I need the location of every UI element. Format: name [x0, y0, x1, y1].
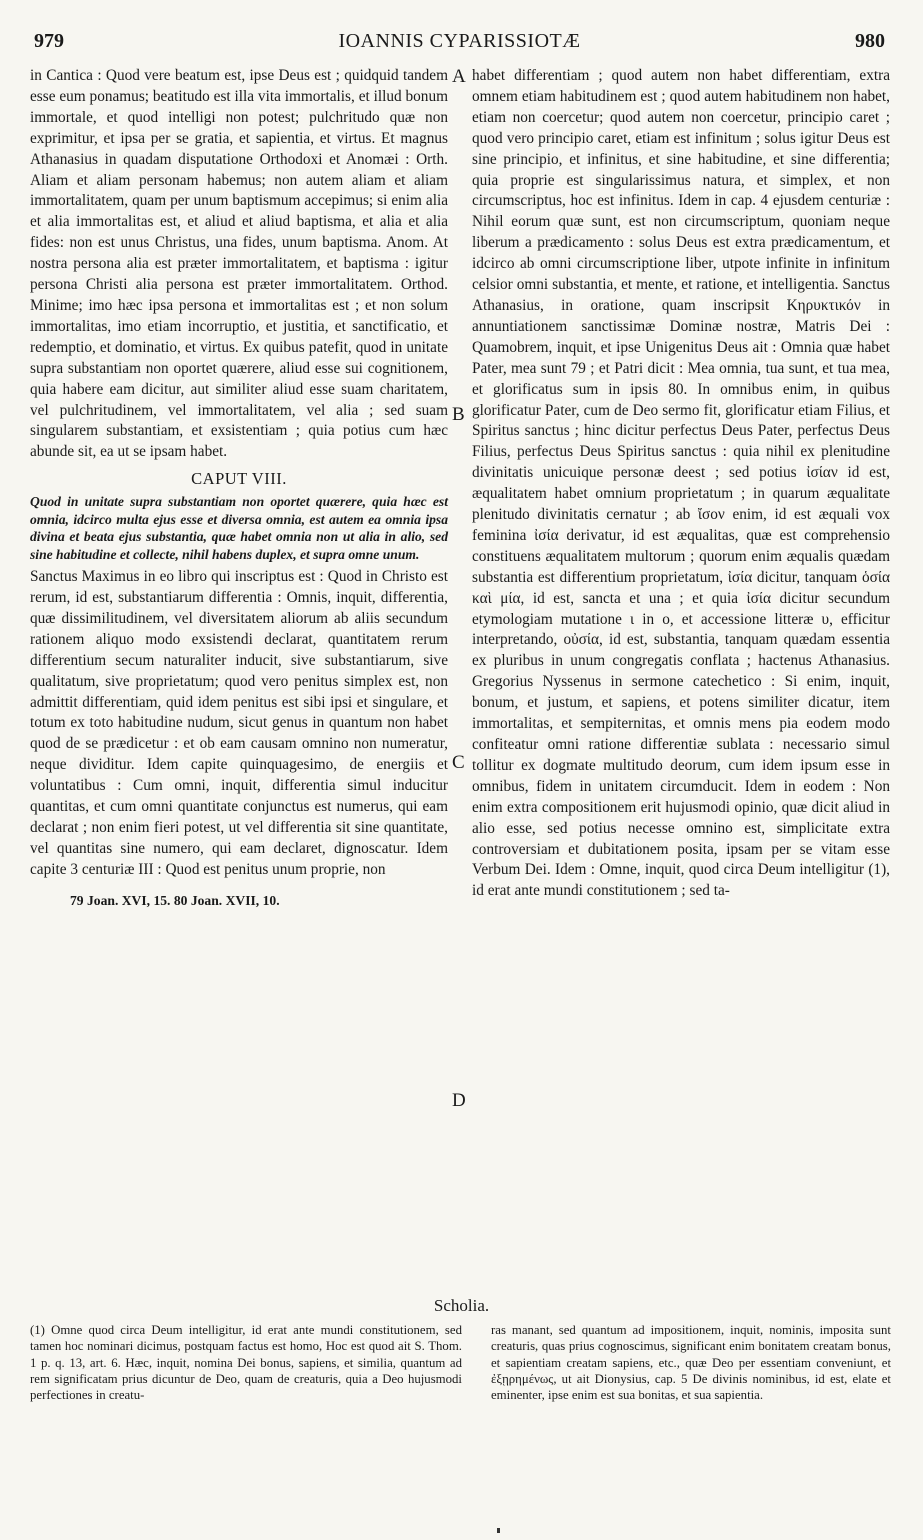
scholia-left-text: (1) Omne quod circa Deum intelligitur, id erat ante mundi constitutionem, sed tamen hoc nominari dicimus, postquam factus est homo, Hoc est quod ait S. Thom. 1 p. q. 13, art. 6. Hæc, inquit, nomina Dei bonus, sapiens, et similia, quantum ad rem significatam prius dicuntur de Deo, quam de creaturis, quia a Deo hujusmodi perfectiones in creatu- — [30, 1323, 462, 1403]
print-speck — [497, 1528, 500, 1533]
left-column — [30, 66, 448, 912]
left-paragraph-1: in Cantica : Quod vere beatum est, ipse Deus est ; quidquid tandem esse eum ponamus; beatitudo est illa vita immortalis, et illud bonum immortale, et quod intelligi non potest; pulchritudo quæ non exprimitur, et ipsa per se gratia, et sapientia, et virtus. Et magnus Athanasius in quadam disputatione Orthodoxi et Anomæi : Orth. Aliam et aliam personam habemus; non autem aliam et aliam immortalitatem, quam per unum baptismum accepimus; si enim alia et alia immortalitas est, et aliud et aliud baptisma, et alia et alia fides: non est unus Christus, una fides, unum baptisma. Anom. At nostra persona alia est præter immortalitatem, et baptisma : igitur persona Christi alia persona est præter immortalitatem. Orthod. Minime; imo hæc ipsa persona et immortalitas est ; et non solum immortalitas, imo etiam incorruptio, et justitia, et sanctificatio, et redemptio, et dominatio, et virtus. Ex quibus patefit, quod in unitate supra substantiam non oportet quærere, aliud esse sui cognitionem, quia habere eam dicitur, aut similiter aliud esse suam charitatem, vel pulchritudinem, vel immortalitatem, vel alia ; sed suam singularem substantiam, et exsistentiam ; quia potius cum hæc abunde sit, ea ut se ipsam habet. — [30, 67, 448, 461]
chapter-summary: Quod in unitate supra substantiam non oportet quærere, quia hæc est omnia, idcirco multa ejus esse et diversa omnia, est autem ea omnia ipsa divina et beata ejus substantia, quæ habet omnia non ut alia in alio, sed sine habitudine et collecte, nihil habens duplex, et supra omne unum. — [30, 494, 448, 562]
chapter-title: CAPUT VIII. — [191, 469, 287, 489]
scholia-right-column — [491, 1322, 891, 1403]
margin-marker-d: D — [452, 1090, 466, 1111]
margin-marker-a: A — [452, 66, 466, 87]
scholia-heading: Scholia. — [433, 1296, 490, 1315]
right-column — [472, 66, 890, 902]
right-paragraph-1: habet differentiam ; quod autem non habet differentiam, extra omnem etiam habitudinem est ; quod autem habitudinem non habet, etiam non coercetur; quod autem non coercetur, principio caret ; quod vero principio caret, etiam est infinitum ; solus igitur Deus est sine principio, et infinitus, et sine habitudine, et sine differentia; quia proprie est singularissimus natura, et simplex, et non circumscriptus, hoc est infinitus. Idem in cap. 4 ejusdem centuriæ : Nihil eorum quæ sunt, est non circumscriptum, quoniam neque liberum a prædicamento : solus Deus est extra prædicamentum, et idcirco ab omni circumscriptione liber, utpote infinite in infinitum celsior omni substantia, et mente, et ratione, et intelligentia. Sanctus Athanasius, in oratione, quam inscripsit Κηρυκτικόν in annuntiationem sanctissimæ Dominæ nostræ, Matris Dei : Quamobrem, inquit, et ipse Unigenitus Deus ait : Omnia quæ habet Pater, mea sunt 79 ; et Patri dicit : Mea omnia, tua sunt, et tua mea, et glorificatus sum in ipsis 80. In omnibus enim, in quibus glorificatur Pater, cum de Deo sermo fit, glorificatur etiam Filius, et Spiritus sanctus ; hinc dicitur perfectus Deus Pater, perfectus Deus Filius, perfectus Deus Spiritus sanctus : quia nihil ex plenitudine divinitatis unicuique personæ deest ; sed potius ἰσίαν id est, æqualitatem habet omnium proprietatum ; in quarum æqualitate plenitudo divinitatis cernatur ; ab ἴσον enim, id est æquali vox feminina ἰσία derivatur, id est æqualitas, quæ est comprehensio constituens æqualitatem multorum ; quorum enim æqualis quædam substantia est differentium proprietatum, ἰσία dicitur, tanquam ὁσία καὶ μία, id est, sancta et una ; et quia ἰσία dicitur secundum etymologiam mutatione ι in ο, et accessione litteræ υ, efficitur interpretando, οὐσία, id est, substantia, tanquam quædam essentia ex pluribus in unum congregatis conflata ; hactenus Athanasius. Gregorius Nyssenus in sermone catechetico : Si enim, inquit, bonum, et justum, et sapiens, et potens similiter dicatur, item immortalitas, et sempiternitas, et omnis mens pia eodem modo confiteatur omni ratione differentiæ sublata : necessario simul tollitur ex dogmate multitudo deorum, cum idem ipsum esse in omnibus, fidem in unitatem circumducit. Idem in eodem : Non enim extra compositionem erit hujusmodi opinio, quæ dicit aliud in alio esse, sed potius necesse omnino est, simplicitate extra controversiam et dubitationem posita, ipsam per se vitam esse Verbum Dei. Idem : Omne, inquit, quod circa Deum intelligitur (1), id erat ante mundi constitutionem ; sed ta- — [472, 67, 890, 900]
right-page-number: 980 — [855, 30, 885, 52]
page-header — [34, 30, 885, 60]
margin-marker-b: B — [452, 404, 465, 425]
running-title: IOANNIS CYPARISSIOTÆ — [338, 30, 581, 52]
scholia-left-column — [30, 1322, 462, 1403]
footnote-references: 79 Joan. XVI, 15. 80 Joan. XVII, 10. — [70, 892, 280, 908]
margin-marker-c: C — [452, 752, 465, 773]
scholia-right-text: ras manant, sed quantum ad impositionem, inquit, nominis, imposita sunt creaturis, quas prius cognoscimus, significant enim bonitatem creatam bonus, et sapientiam creatam sapiens, etc., quæ Deo per essentiam conveniunt, et ἐξῃρημένως, ut ait Dionysius, cap. 5 De divinis nominibus, id est, elate et eminenter, ipse enim est sua bonitas, et sua sapientia. — [491, 1323, 891, 1403]
left-paragraph-2: Sanctus Maximus in eo libro qui inscriptus est : Quod in Christo est rerum, id est, substantiarum differentia : Omnis, inquit, differentia, quæ dissimilitudinem, vel diversitatem aliorum ab aliis secundum rationem aliquo modo exsistendi declarat, quantitatem rerum differentium secum naturaliter inducit, sive substantiarum, sive qualitatum, sive proprietatum; quod vero penitus simplex est, non admittit differentiam, quid idem penitus est sibi ipsi et singulare, et totum ex toto habitudine nudum, sicut genus in quantum non habet quod de se prædicetur : et ob eam causam omnino non numeratur, neque dividitur. Idem capite quinquagesimo, de energiis et voluntatibus : Cum omni, inquit, differentia simul inducitur quantitas, et cum omni quantitate conjunctus est numerus, qui eam declarat ; non enim fieri potest, ut vel differentia sit sine quantitate, vel quantitas sine numero, qui eam declaret, dignoscatur. Idem capite 3 centuriæ III : Quod est penitus unum proprie, non — [30, 568, 448, 878]
left-page-number: 979 — [34, 30, 64, 52]
